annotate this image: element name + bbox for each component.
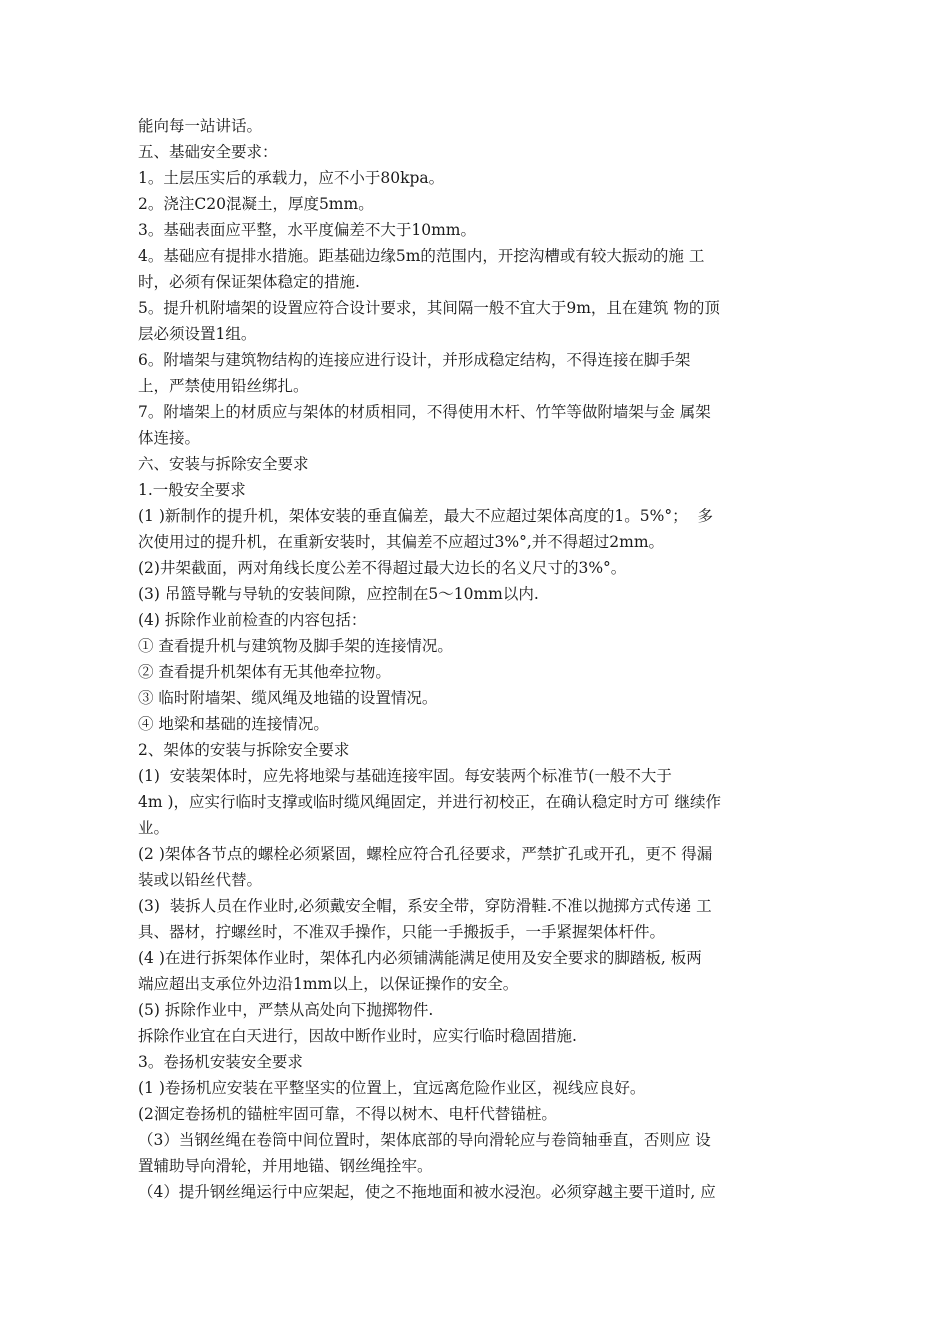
- text-line: (4 )在进行拆架体作业时，架体孔内必须铺满能满足使用及安全要求的脚踏板, 板两: [138, 949, 702, 967]
- text-line: 5。提升机附墙架的设置应符合设计要求，其间隔一般不宜大于9m，且在建筑 物的顶: [138, 299, 720, 317]
- document-body: [138, 113, 818, 1205]
- text-line: 五、基础安全要求：: [138, 143, 278, 161]
- text-line: (4) 拆除作业前检查的内容包括：: [138, 611, 367, 629]
- text-line: 体连接。: [138, 429, 201, 447]
- text-line: 2、架体的安装与拆除安全要求: [138, 741, 350, 759]
- text-line: 业。: [138, 819, 170, 837]
- text-line: 1.一般安全要求: [138, 481, 246, 499]
- text-line: 层必须设置1组。: [138, 325, 257, 343]
- text-line: 2。浇注C20混凝土，厚度5mm。: [138, 195, 374, 213]
- text-line: (1 )新制作的提升机，架体安装的垂直偏差，最大不应超过架体高度的1。5%°； 多: [138, 507, 713, 525]
- text-line: 六、安装与拆除安全要求: [138, 455, 309, 473]
- text-line: (5) 拆除作业中，严禁从高处向下抛掷物件.: [138, 1001, 434, 1019]
- text-line: 6。附墙架与建筑物结构的连接应进行设计，并形成稳定结构，不得连接在脚手架: [138, 351, 691, 369]
- text-line: (2 )架体各节点的螺栓必须紧固，螺栓应符合孔径要求，严禁扩孔或开孔，更不 得漏: [138, 845, 713, 863]
- text-line: (3) 吊篮导靴与导轨的安装间隙，应控制在5〜10mm以内.: [138, 585, 539, 603]
- text-line: ④ 地梁和基础的连接情况。: [138, 715, 329, 733]
- text-line: ③ 临时附墙架、缆风绳及地锚的设置情况。: [138, 689, 438, 707]
- text-line: 7。附墙架上的材质应与架体的材质相同，不得使用木杆、竹竿等做附墙架与金 属架: [138, 403, 711, 421]
- text-line: 上，严禁使用铅丝绑扎。: [138, 377, 309, 395]
- text-line: 置辅助导向滑轮，并用地锚、钢丝绳拴牢。: [138, 1157, 433, 1175]
- text-line: 端应超出支承位外边沿1mm以上，以保证操作的安全。: [138, 975, 519, 993]
- text-line: 次使用过的提升机，在重新安装时，其偏差不应超过3%°,并不得超过2mm。: [138, 533, 665, 551]
- text-line: (1 )卷扬机应安装在平整坚实的位置上，宜远离危险作业区，视线应良好。: [138, 1079, 646, 1097]
- text-line: (3) 装拆人员在作业时,必须戴安全帽，系安全带，穿防滑鞋.不准以抛掷方式传递 工: [138, 897, 712, 915]
- text-line: 时，必须有保证架体稳定的措施.: [138, 273, 360, 291]
- text-line: (2涸定卷扬机的锚桩牢固可靠，不得以树木、电杆代替锚桩。: [138, 1105, 557, 1123]
- text-line: 1。土层压实后的承载力，应不小于80kpa。: [138, 169, 445, 187]
- text-line: 3。基础表面应平整，水平度偏差不大于10mm。: [138, 221, 476, 239]
- text-line: 装或以铅丝代替。: [138, 871, 263, 889]
- text-line: (1) 安装架体时，应先将地梁与基础连接牢固。每安装两个标准节(一般不大于: [138, 767, 672, 785]
- text-line: 4m )，应实行临时支撑或临时缆风绳固定，并进行初校正，在确认稳定时方可 继续作: [138, 793, 721, 811]
- text-line: （3）当钢丝绳在卷筒中间位置时，架体底部的导向滑轮应与卷筒轴垂直，否则应 设: [138, 1131, 711, 1149]
- text-line: 3。卷扬机安装安全要求: [138, 1053, 303, 1071]
- text-line: ② 查看提升机架体有无其他牵拉物。: [138, 663, 391, 681]
- text-line: (2)井架截面，两对角线长度公差不得超过最大边长的名义尺寸的3%°。: [138, 559, 627, 577]
- text-line: 具、器材，拧螺丝时，不准双手操作，只能一手搬扳手，一手紧握架体杆件。: [138, 923, 666, 941]
- text-line: 能向每一站讲话。: [138, 117, 263, 135]
- text-line: 拆除作业宜在白天进行，因故中断作业时，应实行临时稳固措施.: [138, 1027, 577, 1045]
- text-line: ① 查看提升机与建筑物及脚手架的连接情况。: [138, 637, 453, 655]
- text-line: 4。基础应有提排水措施。距基础边缘5m的范围内，开挖沟槽或有较大振动的施 工: [138, 247, 705, 265]
- text-line: （4）提升钢丝绳运行中应架起，使之不拖地面和被水浸泡。必须穿越主要干道时, 应: [138, 1183, 716, 1201]
